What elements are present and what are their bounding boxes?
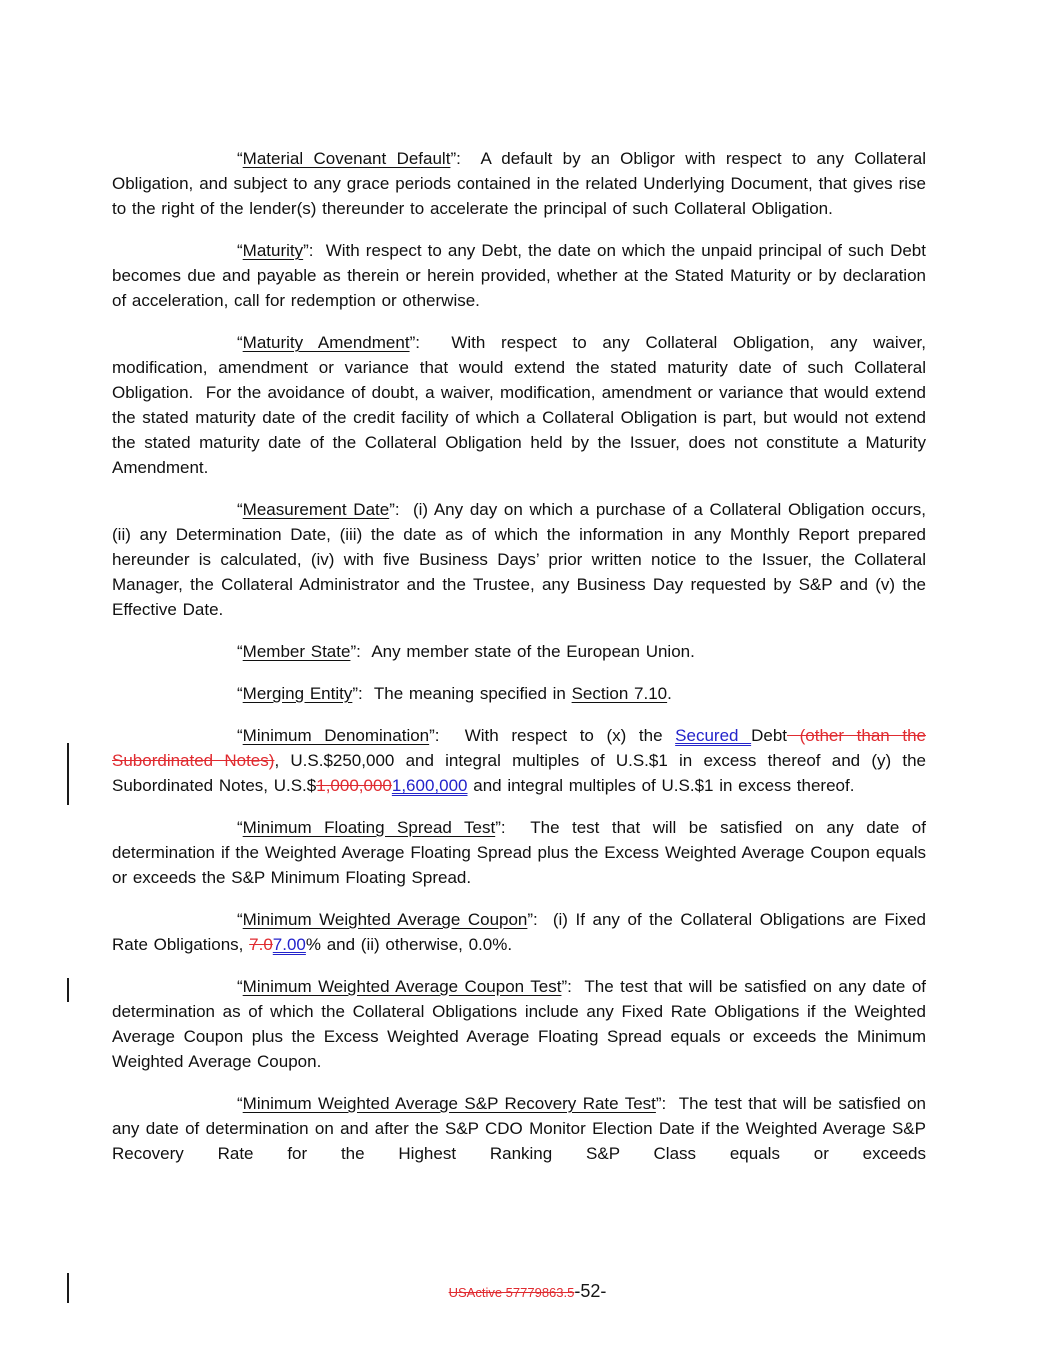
para-maturity — [112, 238, 926, 313]
defined-term: Minimum Weighted Average Coupon Test — [242, 977, 562, 996]
text-run: and integral multiples of U.S.$1 in excess thereof. — [467, 776, 855, 795]
change-bar — [67, 743, 69, 805]
defined-term: Minimum Weighted Average Coupon — [242, 910, 528, 929]
para-minimum-weighted-average-coupon — [112, 907, 926, 957]
para-maturity-amendment — [112, 330, 926, 480]
text-run: “ — [237, 818, 243, 837]
text-run: Debt — [751, 726, 788, 745]
defined-term: Merging Entity — [242, 684, 353, 703]
inserted-text: 7.00 — [272, 935, 306, 954]
inserted-text: Secured — [675, 726, 752, 745]
footer-page-number: -52- — [574, 1281, 607, 1301]
deleted-text: 1,000,000 — [316, 776, 392, 795]
inserted-text: 1,600,000 — [391, 776, 468, 795]
footer-deleted-doc-ref: USActive 57779863.5 — [448, 1285, 575, 1300]
text-run: ”: The test that will be satisfied on any date of determination if the Weighted Average Floating Spread plus the Excess Weighted Average Coupon equals or exceeds the S&P Minimum Floating Spread. — [112, 818, 926, 887]
text-run: “ — [237, 726, 243, 745]
para-merging-entity — [112, 681, 926, 706]
deleted-text: 7.0 — [249, 935, 273, 954]
deleted-text: (other than the Subordinated Notes) — [112, 726, 926, 770]
defined-term: Maturity — [242, 241, 304, 260]
text-run: ”: (i) If any of the Collateral Obligations are Fixed Rate Obligations, — [112, 910, 926, 954]
para-material-covenant-default — [112, 146, 926, 221]
defined-term: Member State — [242, 642, 351, 661]
text-run: % and (ii) otherwise, 0.0%. — [305, 935, 513, 954]
text-run: . — [667, 684, 672, 703]
para-minimum-denomination — [112, 723, 926, 798]
para-minimum-floating-spread-test — [112, 815, 926, 890]
page-footer — [0, 1281, 1055, 1302]
defined-term: Minimum Floating Spread Test — [242, 818, 496, 837]
text-run: “ — [237, 977, 243, 996]
change-bar — [67, 978, 69, 1002]
para-member-state — [112, 639, 926, 664]
text-run: ”: The test that will be satisfied on any date of determination as of which the Collateral Obligations include any Fixed Rate Obligations if the Weighted Average Coupon plus the Excess Weighted Average Floating Spread equals or exceeds the Minimum Weighted Average Coupon. — [112, 977, 927, 1071]
text-run: “ — [237, 500, 243, 519]
text-run: “ — [237, 241, 243, 260]
text-run: ”: The test that will be satisfied on any date of determination on and after the S&P CDO Monitor Election Date if the Weighted Average S&P Recovery Rate for the Highest Ranking S&P Class equals or exceeds — [112, 1094, 926, 1163]
para-minimum-weighted-average-sp-recovery-rate-test — [112, 1091, 926, 1166]
defined-term: Measurement Date — [242, 500, 390, 519]
document-body — [112, 146, 926, 1183]
text-run: “ — [237, 684, 243, 703]
defined-term: Maturity Amendment — [242, 333, 410, 352]
text-run: ”: The meaning specified in — [352, 684, 572, 703]
defined-term: Minimum Weighted Average S&P Recovery Rate Test — [242, 1094, 656, 1113]
underlined-text: Section 7.10 — [571, 684, 668, 703]
text-run: ”: A default by an Obligor with respect to any Collateral Obligation, and subject to any grace periods contained in the related Underlying Document, that gives rise to the right of the lender(s) thereunder to accelerate the principal of such Collateral Obligation. — [112, 149, 926, 218]
text-run: “ — [237, 910, 243, 929]
text-run: ”: With respect to any Collateral Obligation, any waiver, modification, amendment or variance that would extend the stated maturity date of such Collateral Obligation. For the avoidance of doubt, a waiver, modification, amendment or variance that would extend the stated maturity date of the credit facility of which a Collateral Obligation is part, but would not extend the stated maturity date of the Collateral Obligation held by the Issuer, does not constitute a Maturity Amendment. — [112, 333, 926, 477]
text-run: ”: Any member state of the European Union. — [350, 642, 695, 661]
text-run: “ — [237, 1094, 243, 1113]
para-minimum-weighted-average-coupon-test — [112, 974, 926, 1074]
text-run: ”: With respect to any Debt, the date on which the unpaid principal of such Debt becomes due and payable as therein or herein provided, whether at the Stated Maturity or by declaration of acceleration, call for redemption or otherwise. — [112, 241, 926, 310]
text-run: “ — [237, 333, 243, 352]
defined-term: Material Covenant Default — [242, 149, 451, 168]
para-measurement-date — [112, 497, 926, 622]
text-run: , U.S.$250,000 and integral multiples of U.S.$1 in excess thereof and (y) the Subordinated Notes, U.S.$ — [112, 751, 926, 795]
defined-term: Minimum Denomination — [242, 726, 430, 745]
text-run: “ — [237, 642, 243, 661]
text-run: “ — [237, 149, 243, 168]
text-run: ”: With respect to (x) the — [429, 726, 676, 745]
text-run: ”: (i) Any day on which a purchase of a Collateral Obligation occurs, (ii) any Determination Date, (iii) the date as of which the information in any Monthly Report prepared hereunder is calculated, (iv) with five Business Days’ prior written notice to the Issuer, the Collateral Manager, the Collateral Administrator and the Trustee, any Business Day requested by S&P and (v) the Effective Date. — [112, 500, 926, 619]
